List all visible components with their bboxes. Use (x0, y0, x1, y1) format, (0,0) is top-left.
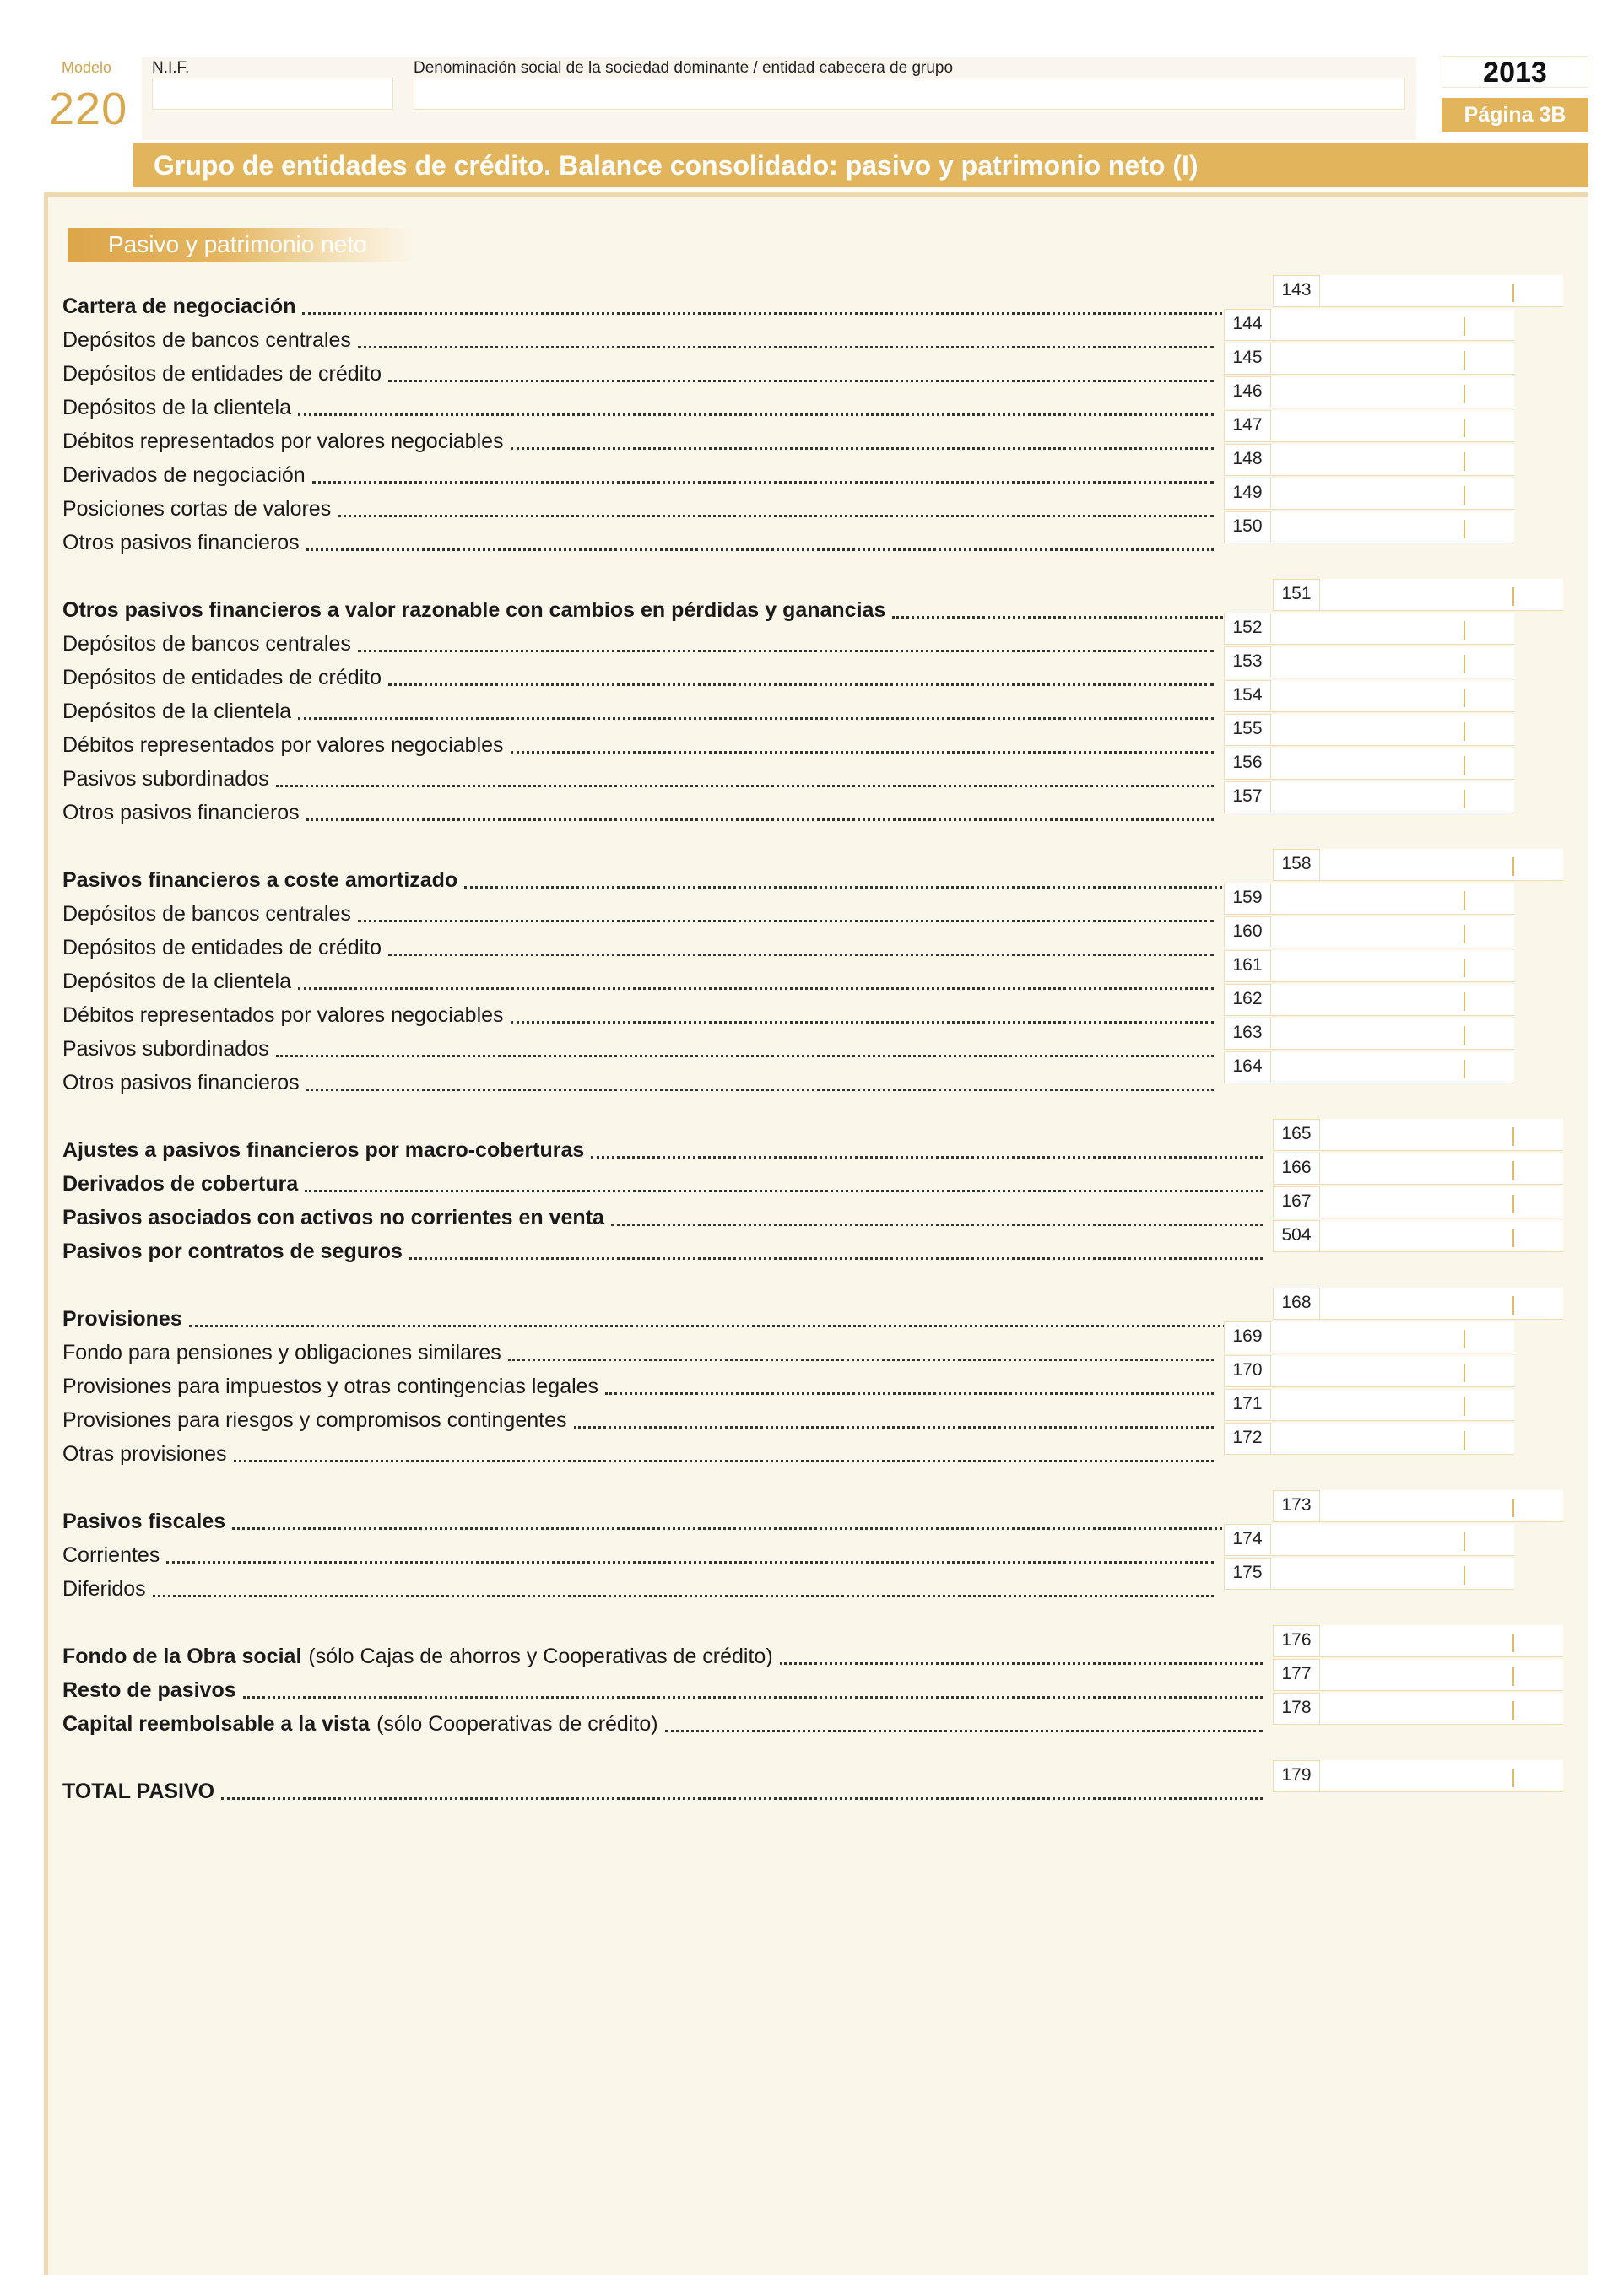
field-code: 148 (1224, 444, 1271, 476)
dot-leader (302, 312, 1263, 315)
amount-field (1273, 1288, 1563, 1320)
field-code: 175 (1224, 1558, 1271, 1590)
field-code: 177 (1273, 1659, 1320, 1691)
amount-input[interactable] (1271, 1423, 1514, 1455)
dot-leader (358, 650, 1214, 652)
form-row (62, 1399, 1219, 1433)
form-row (62, 893, 1219, 927)
form-row (62, 1129, 1268, 1163)
form-row (62, 656, 1219, 690)
form-row (62, 960, 1219, 994)
row-label: Posiciones cortas de valores (62, 497, 332, 521)
amount-input[interactable] (1271, 1389, 1514, 1421)
dot-leader (306, 818, 1214, 821)
row-label: Pasivos por contratos de seguros (62, 1240, 403, 1263)
form-row (62, 1028, 1219, 1062)
amount-field (1224, 478, 1514, 510)
amount-field (1273, 1153, 1563, 1185)
dot-leader (306, 1089, 1214, 1091)
form-row (62, 994, 1219, 1028)
dot-leader (388, 683, 1214, 686)
amount-input[interactable] (1271, 309, 1514, 341)
row-label: Depósitos de la clientela (62, 970, 291, 993)
row-label: Depósitos de la clientela (62, 396, 291, 419)
amount-field (1224, 1051, 1514, 1083)
amount-input[interactable] (1271, 646, 1514, 678)
form-row (62, 1500, 1268, 1534)
row-label: Depósitos de la clientela (62, 700, 291, 723)
dot-leader (153, 1595, 1214, 1597)
field-code: 169 (1224, 1321, 1271, 1353)
dot-leader (298, 717, 1214, 720)
dot-leader (276, 785, 1214, 787)
row-label: Débitos representados por valores negociables (62, 733, 504, 757)
amount-input[interactable] (1320, 1153, 1563, 1185)
row-label: Otros pasivos financieros (62, 801, 300, 824)
amount-field (1224, 1321, 1514, 1353)
form-row (62, 1298, 1268, 1332)
amount-field (1224, 1524, 1514, 1556)
dot-leader (892, 616, 1263, 619)
dot-leader (166, 1561, 1214, 1564)
amount-field (1273, 275, 1563, 307)
dot-leader (243, 1696, 1263, 1699)
amount-field (1273, 579, 1563, 611)
form-row (62, 623, 1219, 656)
field-code: 147 (1224, 410, 1271, 442)
amount-input[interactable] (1271, 714, 1514, 746)
form-row (62, 353, 1219, 386)
field-code: 168 (1273, 1288, 1320, 1320)
amount-input[interactable] (1271, 410, 1514, 442)
amount-input[interactable] (1271, 680, 1514, 712)
field-code: 157 (1224, 781, 1271, 813)
amount-input[interactable] (1271, 1558, 1514, 1590)
row-label: Depósitos de entidades de crédito (62, 936, 382, 959)
row-label: TOTAL PASIVO (62, 1780, 215, 1803)
field-code: 153 (1224, 646, 1271, 678)
page-title: Grupo de entidades de crédito. Balance consolidado: pasivo y patrimonio neto (I) (133, 143, 1588, 187)
amount-input[interactable] (1271, 1018, 1514, 1050)
amount-input[interactable] (1320, 1119, 1563, 1151)
field-code: 151 (1273, 579, 1320, 611)
row-note: (sólo Cooperativas de crédito) (376, 1712, 658, 1736)
amount-field (1273, 1220, 1563, 1252)
row-label: Depósitos de bancos centrales (62, 328, 351, 352)
form-row (62, 690, 1219, 724)
amount-field (1273, 1119, 1563, 1151)
dot-leader (511, 447, 1214, 450)
form-row (62, 758, 1219, 791)
row-label: Otros pasivos financieros (62, 1071, 300, 1094)
amount-field (1224, 748, 1514, 780)
field-code: 162 (1224, 984, 1271, 1016)
page-badge: Página 3B (1442, 98, 1588, 132)
dot-leader (780, 1662, 1263, 1665)
amount-field (1224, 1423, 1514, 1455)
amount-field (1224, 343, 1514, 375)
amount-field (1224, 984, 1514, 1016)
dot-leader (189, 1325, 1263, 1327)
amount-input[interactable] (1320, 579, 1563, 611)
field-code: 144 (1224, 309, 1271, 341)
dot-leader (298, 987, 1214, 990)
form-row (62, 1669, 1268, 1703)
dot-leader (234, 1460, 1214, 1462)
row-label: Pasivos subordinados (62, 767, 269, 791)
amount-field (1224, 410, 1514, 442)
row-label: Pasivos financieros a coste amortizado (62, 868, 458, 892)
row-label: Provisiones para riesgos y compromisos contingentes (62, 1408, 567, 1432)
dot-leader (388, 954, 1214, 956)
amount-input[interactable] (1271, 511, 1514, 543)
row-label: Cartera de negociación (62, 294, 296, 318)
form-row (62, 521, 1219, 555)
amount-field (1224, 1558, 1514, 1590)
amount-field (1224, 883, 1514, 915)
field-code: 152 (1224, 613, 1271, 645)
amount-input[interactable] (1271, 376, 1514, 408)
amount-input[interactable] (1271, 984, 1514, 1016)
dot-leader (591, 1156, 1263, 1159)
amount-input[interactable] (1320, 275, 1563, 307)
amount-field (1224, 950, 1514, 982)
dot-leader (665, 1730, 1263, 1732)
field-code: 172 (1224, 1423, 1271, 1455)
amount-field (1224, 1018, 1514, 1050)
amount-field (1224, 376, 1514, 408)
form-row (62, 488, 1219, 521)
dot-leader (611, 1224, 1263, 1226)
field-code: 155 (1224, 714, 1271, 746)
form-row (62, 1703, 1268, 1737)
amount-input[interactable] (1271, 1051, 1514, 1083)
field-code: 158 (1273, 849, 1320, 881)
field-code: 166 (1273, 1153, 1320, 1185)
amount-field (1224, 511, 1514, 543)
dot-leader (574, 1426, 1215, 1429)
row-label: Corrientes (62, 1543, 160, 1567)
dot-leader (464, 886, 1263, 889)
form-row (62, 420, 1219, 454)
amount-input[interactable] (1320, 1288, 1563, 1320)
row-label: Resto de pasivos (62, 1678, 236, 1702)
nif-label: N.I.F. (152, 59, 190, 77)
row-label: Ajustes a pasivos financieros por macro-coberturas (62, 1138, 585, 1162)
field-code: 165 (1273, 1119, 1320, 1151)
row-label: Pasivos asociados con activos no corrientes en venta (62, 1206, 604, 1229)
dot-leader (338, 515, 1214, 517)
amount-field (1224, 309, 1514, 341)
amount-input[interactable] (1271, 748, 1514, 780)
amount-input[interactable] (1271, 1355, 1514, 1387)
form-row (62, 285, 1268, 319)
dot-leader (511, 751, 1214, 754)
dot-leader (276, 1055, 1214, 1057)
dot-leader (388, 380, 1214, 382)
amount-field (1273, 1186, 1563, 1218)
row-label: Capital reembolsable a la vista (62, 1712, 371, 1736)
nif-input[interactable] (152, 78, 393, 110)
amount-field (1224, 646, 1514, 678)
field-code: 167 (1273, 1186, 1320, 1218)
field-code: 149 (1224, 478, 1271, 510)
row-note: (sólo Cajas de ahorros y Cooperativas de crédito) (308, 1645, 773, 1668)
row-label: Depósitos de entidades de crédito (62, 362, 382, 386)
form-row (62, 1534, 1219, 1568)
dot-leader (305, 1190, 1263, 1192)
section-tab: Pasivo y patrimonio neto (68, 228, 414, 262)
amount-input[interactable] (1271, 1524, 1514, 1556)
denominacion-input[interactable] (414, 78, 1405, 110)
form-row (62, 1433, 1219, 1467)
amount-field (1273, 1625, 1563, 1657)
amount-input[interactable] (1271, 950, 1514, 982)
row-label: Derivados de cobertura (62, 1172, 299, 1196)
row-label: Fondo de la Obra social (62, 1645, 302, 1668)
form-row (62, 1635, 1268, 1669)
field-code: 146 (1224, 376, 1271, 408)
dot-leader (306, 548, 1214, 551)
dot-leader (605, 1392, 1214, 1395)
dot-leader (312, 481, 1214, 484)
form-row (62, 1332, 1219, 1365)
form-row (62, 927, 1219, 960)
field-code: 154 (1224, 680, 1271, 712)
amount-input[interactable] (1271, 444, 1514, 476)
row-label: Otros pasivos financieros (62, 531, 300, 554)
field-code: 174 (1224, 1524, 1271, 1556)
form-row (62, 454, 1219, 488)
amount-input[interactable] (1271, 916, 1514, 948)
amount-input[interactable] (1320, 1220, 1563, 1252)
form-row (62, 1770, 1268, 1804)
form-row (62, 791, 1219, 825)
row-label: Débitos representados por valores negociables (62, 429, 504, 453)
form-row (62, 319, 1219, 353)
row-label: Débitos representados por valores negociables (62, 1003, 504, 1027)
row-label: Depósitos de bancos centrales (62, 632, 351, 656)
amount-field (1273, 1659, 1563, 1691)
amount-field (1224, 714, 1514, 746)
row-label: Derivados de negociación (62, 463, 306, 487)
amount-input[interactable] (1320, 849, 1563, 881)
dot-leader (409, 1257, 1263, 1260)
form-row (62, 1062, 1219, 1095)
field-code: 160 (1224, 916, 1271, 948)
amount-input[interactable] (1271, 883, 1514, 915)
row-label: Otras provisiones (62, 1442, 227, 1466)
form-row (62, 589, 1268, 623)
dot-leader (298, 413, 1214, 416)
row-label: Diferidos (62, 1577, 146, 1601)
field-code: 171 (1224, 1389, 1271, 1421)
row-label: Pasivos subordinados (62, 1037, 269, 1061)
field-code: 504 (1273, 1220, 1320, 1252)
amount-field (1224, 680, 1514, 712)
form-row (62, 1230, 1268, 1264)
row-label: Pasivos fiscales (62, 1510, 226, 1533)
amount-field (1224, 781, 1514, 813)
amount-input[interactable] (1320, 1186, 1563, 1218)
amount-input[interactable] (1320, 1490, 1563, 1522)
amount-input[interactable] (1271, 781, 1514, 813)
form-row (62, 1568, 1219, 1602)
field-code: 164 (1224, 1051, 1271, 1083)
amount-input[interactable] (1271, 1321, 1514, 1353)
year-badge: 2013 (1442, 56, 1588, 88)
field-code: 170 (1224, 1355, 1271, 1387)
amount-field (1224, 916, 1514, 948)
amount-input[interactable] (1271, 613, 1514, 645)
row-label: Fondo para pensiones y obligaciones similares (62, 1341, 501, 1364)
dot-leader (221, 1797, 1263, 1800)
amount-field (1224, 1389, 1514, 1421)
modelo-label: Modelo (62, 59, 112, 76)
field-code: 143 (1273, 275, 1320, 307)
row-label: Otros pasivos financieros a valor razonable con cambios en pérdidas y ganancias (62, 598, 886, 622)
field-code: 161 (1224, 950, 1271, 982)
modelo-number: 220 (49, 84, 128, 134)
denominacion-label: Denominación social de la sociedad dominante / entidad cabecera de grupo (414, 59, 954, 77)
field-code: 145 (1224, 343, 1271, 375)
row-label: Depósitos de entidades de crédito (62, 666, 382, 689)
form-row (62, 386, 1219, 420)
amount-input[interactable] (1320, 1760, 1563, 1792)
dot-leader (508, 1359, 1214, 1361)
amount-input[interactable] (1320, 1659, 1563, 1691)
amount-field (1224, 1355, 1514, 1387)
field-code: 150 (1224, 511, 1271, 543)
field-code: 163 (1224, 1018, 1271, 1050)
row-label: Provisiones (62, 1307, 182, 1331)
amount-field (1273, 1490, 1563, 1522)
row-label: Depósitos de bancos centrales (62, 902, 351, 926)
amount-input[interactable] (1271, 478, 1514, 510)
dot-leader (232, 1527, 1263, 1530)
amount-input[interactable] (1271, 343, 1514, 375)
amount-field (1273, 849, 1563, 881)
form-row (62, 859, 1268, 893)
dot-leader (358, 920, 1214, 922)
amount-input[interactable] (1320, 1693, 1563, 1725)
form-row (62, 1197, 1268, 1230)
field-code: 179 (1273, 1760, 1320, 1792)
form-row (62, 1163, 1268, 1197)
field-code: 159 (1224, 883, 1271, 915)
amount-input[interactable] (1320, 1625, 1563, 1657)
field-code: 173 (1273, 1490, 1320, 1522)
dot-leader (358, 346, 1214, 348)
field-code: 176 (1273, 1625, 1320, 1657)
form-row (62, 1365, 1219, 1399)
amount-field (1273, 1760, 1563, 1792)
amount-field (1224, 444, 1514, 476)
row-label: Provisiones para impuestos y otras contingencias legales (62, 1375, 599, 1398)
field-code: 156 (1224, 748, 1271, 780)
amount-field (1224, 613, 1514, 645)
amount-field (1273, 1693, 1563, 1725)
field-code: 178 (1273, 1693, 1320, 1725)
form-row (62, 724, 1219, 758)
dot-leader (511, 1021, 1214, 1024)
